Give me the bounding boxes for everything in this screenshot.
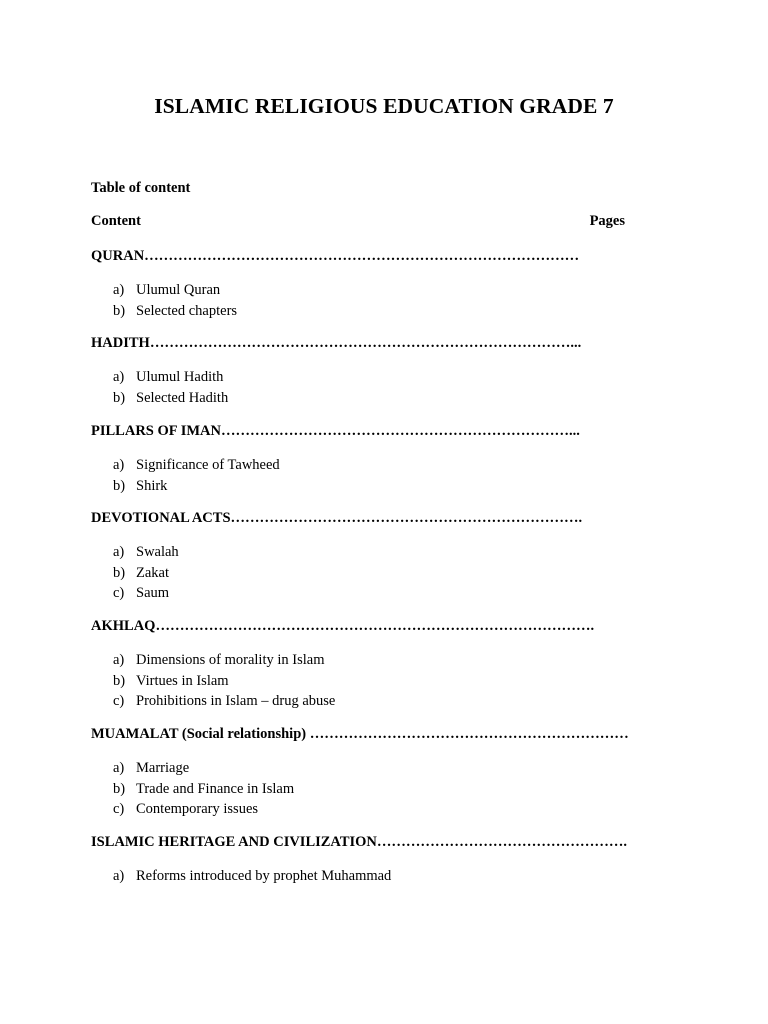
list-item bbox=[113, 476, 280, 497]
list-item bbox=[113, 280, 237, 301]
toc-section-pillars-of-iman bbox=[91, 423, 661, 494]
section-heading bbox=[91, 423, 661, 440]
list-item bbox=[113, 691, 335, 712]
list-marker: a) bbox=[113, 457, 125, 473]
list-item bbox=[113, 799, 294, 820]
section-title: ISLAMIC HERITAGE AND CIVILIZATION bbox=[91, 834, 377, 850]
list-item-text: Significance of Tawheed bbox=[136, 457, 280, 473]
list-item bbox=[113, 388, 228, 409]
list-item-text: Selected chapters bbox=[136, 302, 238, 319]
list-item-text: Virtues in Islam bbox=[136, 672, 229, 689]
section-item-list bbox=[113, 367, 228, 408]
document-title: ISLAMIC RELIGIOUS EDUCATION GRADE 7 bbox=[154, 94, 614, 118]
toc-section-hadith bbox=[91, 335, 661, 406]
section-item-list bbox=[113, 758, 294, 820]
list-item-text: Prohibitions in Islam – drug abuse bbox=[136, 693, 336, 709]
section-title-note: (Social relationship) bbox=[178, 726, 310, 742]
list-item bbox=[113, 563, 179, 584]
dot-leader: ………………………………………………………………. bbox=[230, 510, 583, 526]
section-item-list bbox=[113, 866, 391, 887]
dot-leader: ……………………………………………. bbox=[376, 834, 628, 850]
list-marker: a) bbox=[113, 868, 125, 884]
dot-leader: ………………………………………………………………... bbox=[220, 423, 580, 439]
list-item bbox=[113, 779, 294, 800]
list-item-text: Swalah bbox=[136, 544, 179, 560]
dot-leader: ………………………………………………………………………………. bbox=[155, 618, 595, 634]
content-column-label: Content bbox=[91, 213, 141, 229]
list-marker: a) bbox=[113, 760, 125, 776]
section-item-list bbox=[113, 280, 237, 321]
toc-section-quran bbox=[91, 248, 661, 319]
toc-section-devotional-acts bbox=[91, 510, 661, 601]
list-item bbox=[113, 542, 179, 563]
list-marker: b) bbox=[113, 302, 126, 319]
list-item-text: Contemporary issues bbox=[136, 801, 259, 817]
section-heading bbox=[91, 618, 661, 635]
list-marker: a) bbox=[113, 282, 125, 298]
section-item-list bbox=[113, 455, 280, 496]
toc-section-islamic-heritage bbox=[91, 834, 661, 884]
toc-label: Table of content bbox=[91, 180, 191, 196]
dot-leader: ………………………………………………………… bbox=[309, 726, 629, 742]
list-item-text: Shirk bbox=[136, 477, 168, 494]
list-marker: b) bbox=[113, 477, 126, 494]
list-item-text: Ulumul Quran bbox=[136, 282, 221, 298]
list-item bbox=[113, 455, 280, 476]
list-item bbox=[113, 367, 228, 388]
dot-leader: ……………………………………………………………………………… bbox=[144, 248, 580, 264]
list-item-text: Marriage bbox=[136, 760, 190, 776]
toc-section-akhlaq bbox=[91, 618, 661, 709]
list-item-text: Zakat bbox=[136, 564, 170, 581]
section-heading bbox=[91, 834, 661, 851]
list-item-text: Dimensions of morality in Islam bbox=[136, 652, 325, 668]
list-item-text: Ulumul Hadith bbox=[136, 369, 224, 385]
section-title: HADITH bbox=[91, 335, 150, 351]
list-marker: c) bbox=[113, 585, 125, 601]
list-marker: b) bbox=[113, 389, 126, 406]
list-item bbox=[113, 301, 237, 322]
toc-section-muamalat bbox=[91, 726, 661, 817]
list-item bbox=[113, 758, 294, 779]
list-marker: b) bbox=[113, 780, 126, 797]
list-item bbox=[113, 650, 335, 671]
section-title: DEVOTIONAL ACTS bbox=[91, 510, 231, 526]
list-item-text: Reforms introduced by prophet Muhammad bbox=[136, 868, 392, 884]
section-item-list bbox=[113, 650, 335, 712]
list-item-text: Saum bbox=[136, 585, 170, 601]
section-item-list bbox=[113, 542, 179, 604]
section-title: QURAN bbox=[91, 248, 145, 264]
list-item-text: Trade and Finance in Islam bbox=[136, 780, 295, 797]
section-title: AKHLAQ bbox=[91, 618, 156, 634]
list-item-text: Selected Hadith bbox=[136, 389, 229, 406]
section-heading bbox=[91, 248, 661, 265]
list-marker: b) bbox=[113, 564, 126, 581]
section-heading bbox=[91, 726, 661, 743]
section-heading bbox=[91, 510, 661, 527]
list-marker: a) bbox=[113, 652, 125, 668]
list-marker: c) bbox=[113, 801, 125, 817]
list-marker: c) bbox=[113, 693, 125, 709]
list-item bbox=[113, 671, 335, 692]
pages-column-label: Pages bbox=[589, 213, 625, 229]
list-marker: b) bbox=[113, 672, 126, 689]
list-item bbox=[113, 583, 179, 604]
list-marker: a) bbox=[113, 369, 125, 385]
section-title: PILLARS OF IMAN bbox=[91, 423, 221, 439]
section-heading bbox=[91, 335, 661, 352]
list-item bbox=[113, 866, 391, 887]
section-title: MUAMALAT bbox=[91, 726, 179, 742]
dot-leader: ……………………………………………………………………………... bbox=[149, 335, 582, 351]
list-marker: a) bbox=[113, 544, 125, 560]
